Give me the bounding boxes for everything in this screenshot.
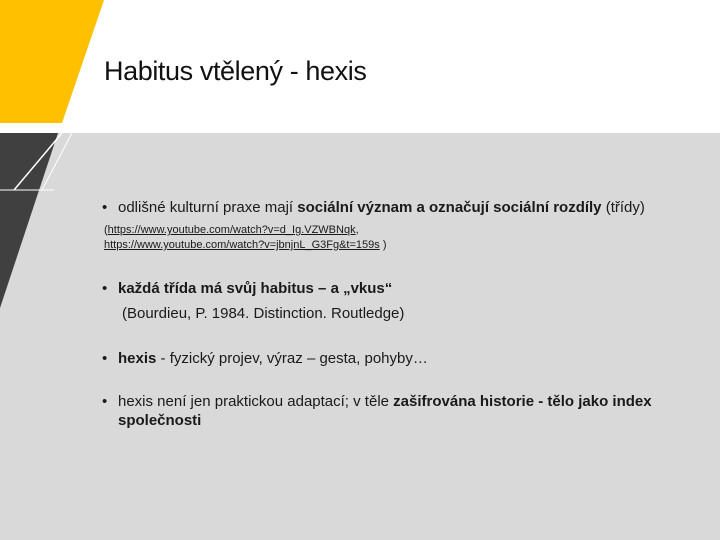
bullet-text: (třídy) (601, 199, 645, 216)
bullet-item-1 (100, 198, 660, 217)
bullet-item-3 (100, 349, 660, 368)
bullet-marker: • (102, 393, 108, 410)
bullet-item-4 (100, 392, 660, 430)
bullet-text: odlišné kulturní praxe mají (118, 199, 298, 216)
video-link-2[interactable]: https://www.youtube.com/watch?v=jbnjnL_G3Fg&t=159s (104, 239, 380, 251)
bullet-marker: • (102, 280, 108, 297)
links-separator: , (355, 224, 359, 236)
bullet-text: - fyzický projev, výraz – gesta, pohyby… (156, 350, 428, 367)
bullet-emphasis: každá třída má svůj habitus – a „vkus“ (118, 280, 393, 297)
bullet-emphasis: hexis (118, 350, 157, 367)
bullet-marker: • (102, 350, 108, 367)
bullet-item-2 (100, 279, 660, 323)
yellow-accent-shape (0, 0, 104, 123)
slide-title: Habitus vtělený - hexis (104, 56, 367, 86)
bullet-emphasis: zašifrována historie - tělo jako index společnosti (118, 393, 652, 429)
video-link-1[interactable]: https://www.youtube.com/watch?v=d_Ig.VZWBNqk (107, 224, 356, 236)
links-close-paren: ) (379, 239, 387, 251)
bullet-emphasis: sociální význam a označují sociální rozdíly (297, 199, 602, 216)
citation: (Bourdieu, P. 1984. Distinction. Routledge) (122, 305, 405, 322)
bullet-list (100, 198, 660, 430)
links-open-paren: ( (104, 224, 108, 236)
video-links (100, 223, 660, 253)
bullet-marker: • (102, 199, 108, 216)
bullet-text: hexis není jen praktickou adaptací; v těle (118, 393, 394, 410)
